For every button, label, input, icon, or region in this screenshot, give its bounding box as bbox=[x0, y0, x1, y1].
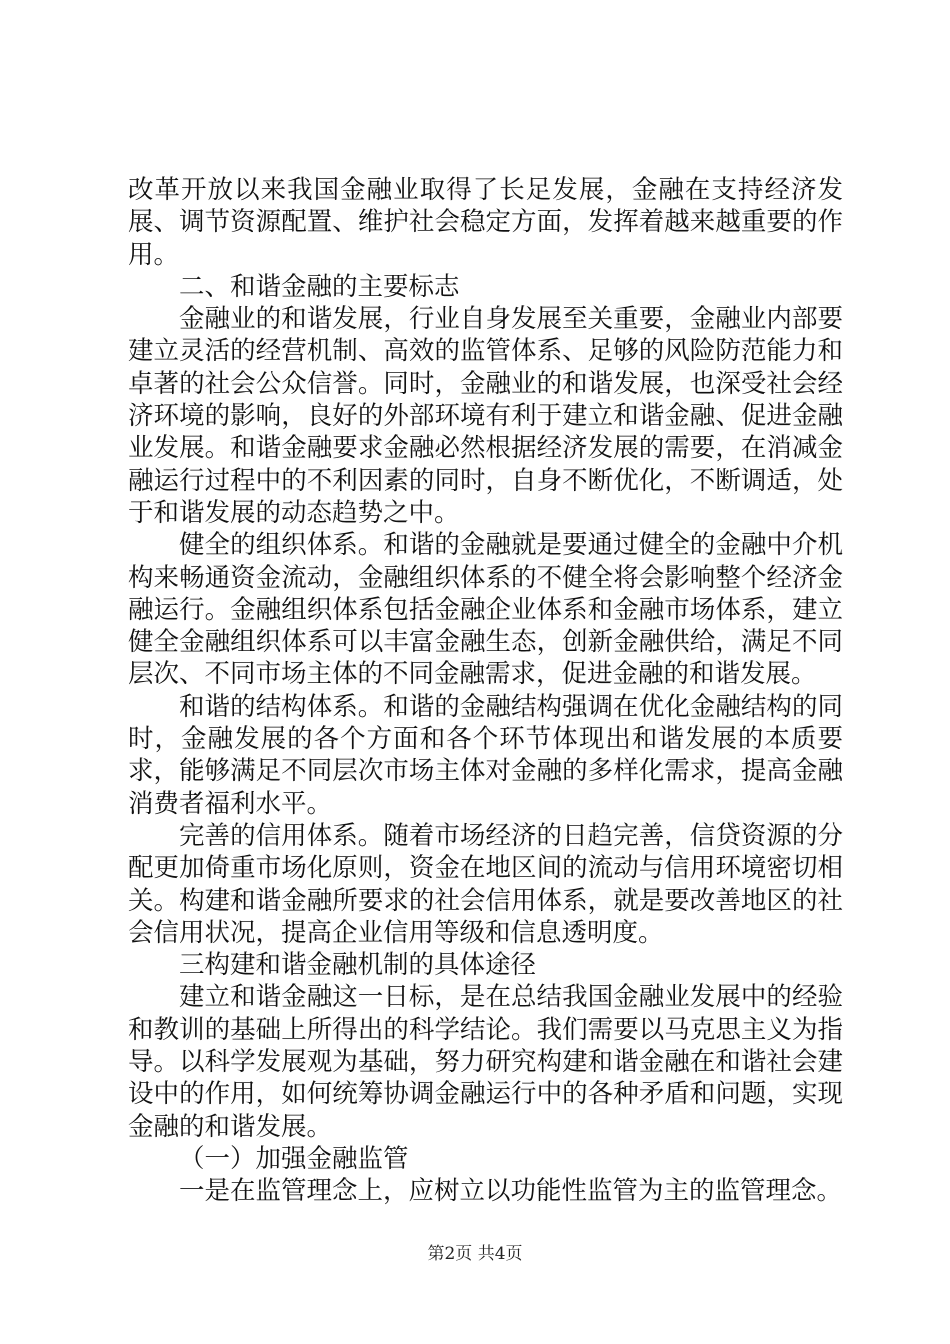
page-number: 第2页 共4页 bbox=[427, 1244, 523, 1264]
paragraph-structure-system: 和谐的结构体系。和谐的金融结构强调在优化金融结构的同时，金融发展的各个方面和各个环节体现出和谐发展的本质要求，能够满足不同层次市场主体对金融的多样化需求，提高金融消费者福利水平。 bbox=[128, 691, 843, 819]
paragraph-organization-system: 健全的组织体系。和谐的金融就是要通过健全的金融中介机构来畅通资金流动，金融组织体系的不健全将会影响整个经济金融运行。金融组织体系包括金融企业体系和金融市场体系，建立健全金融组织体系可以丰富金融生态，创新金融供给，满足不同层次、不同市场主体的不同金融需求，促进金融的和谐发展。 bbox=[128, 530, 843, 690]
paragraph-goal: 建立和谐金融这一日标，是在总结我国金融业发展中的经验和教训的基础上所得出的科学结论。我们需要以马克思主义为指导。以科学发展观为基础，努力研究构建和谐金融在和谐社会建设中的作用，如何统筹协调金融运行中的各种矛盾和问题，实现金融的和谐发展。 bbox=[128, 982, 843, 1142]
page-footer bbox=[0, 1244, 950, 1264]
paragraph-credit-system: 完善的信用体系。随着市场经济的日趋完善，信贷资源的分配更加倚重市场化原则，资金在地区间的流动与信用环境密切相关。构建和谐金融所要求的社会信用体系，就是要改善地区的社会信用状况，提高企业信用等级和信息透明度。 bbox=[128, 820, 843, 948]
section-heading-3: 三构建和谐金融机制的具体途径 bbox=[179, 950, 537, 981]
paragraph-supervision-concept: 一是在监管理念上，应树立以功能性监管为主的监管理念。 bbox=[179, 1176, 843, 1207]
section-heading-2: 二、和谐金融的主要标志 bbox=[179, 271, 460, 302]
subsection-heading-1: （一）加强金融监管 bbox=[179, 1143, 409, 1174]
paragraph-intro: 改革开放以来我国金融业取得了长足发展，金融在支持经济发展、调节资源配置、维护社会稳定方面，发挥着越来越重要的作用。 bbox=[128, 175, 843, 270]
paragraph-harmonious-development: 金融业的和谐发展，行业自身发展至关重要，金融业内部要建立灵活的经营机制、高效的监管体系、足够的风险防范能力和卓著的社会公众信誉。同时，金融业的和谐发展，也深受社会经济环境的影响，良好的外部环境有利于建立和谐金融、促进金融业发展。和谐金融要求金融必然根据经济发展的需要，在消减金融运行过程中的不利因素的同时，自身不断优化，不断调适，处于和谐发展的动态趋势之中。 bbox=[128, 304, 843, 528]
document-body bbox=[128, 174, 843, 1208]
